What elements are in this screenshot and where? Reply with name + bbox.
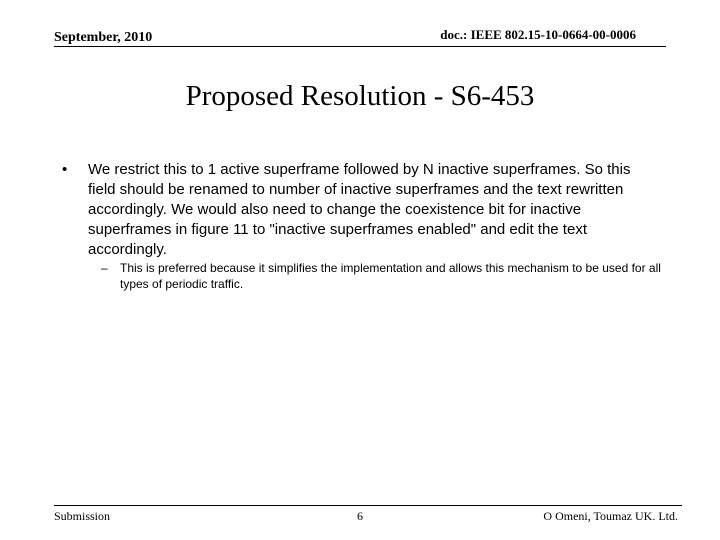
- slide-title: Proposed Resolution - S6-453: [185, 80, 535, 112]
- header-date: September, 2010: [54, 30, 153, 45]
- footer-divider: [54, 505, 682, 506]
- bullet-text: We restrict this to 1 active superframe followed by N inactive superframes. So this field should be renamed to number of inactive superframes and the text rewritten accordingly. We would also need to change the coexistence bit for inactive superframes in figure 11 to "inactive superframes enabled" and edit the text accordingly.: [88, 161, 631, 258]
- header-divider: [54, 46, 666, 47]
- footer-page-number: 6: [357, 509, 363, 523]
- footer-author: O Omeni, Toumaz UK. Ltd.: [543, 509, 678, 523]
- sub-bullet-marker: –: [101, 261, 108, 275]
- header-doc-id: doc.: IEEE 802.15-10-0664-00-0006: [440, 27, 636, 42]
- sub-bullet-text: This is preferred because it simplifies the implementation and allows this mechanism to be used for all types of periodic traffic.: [120, 261, 661, 291]
- bullet-marker: •: [62, 161, 68, 178]
- footer-submission: Submission: [54, 509, 111, 523]
